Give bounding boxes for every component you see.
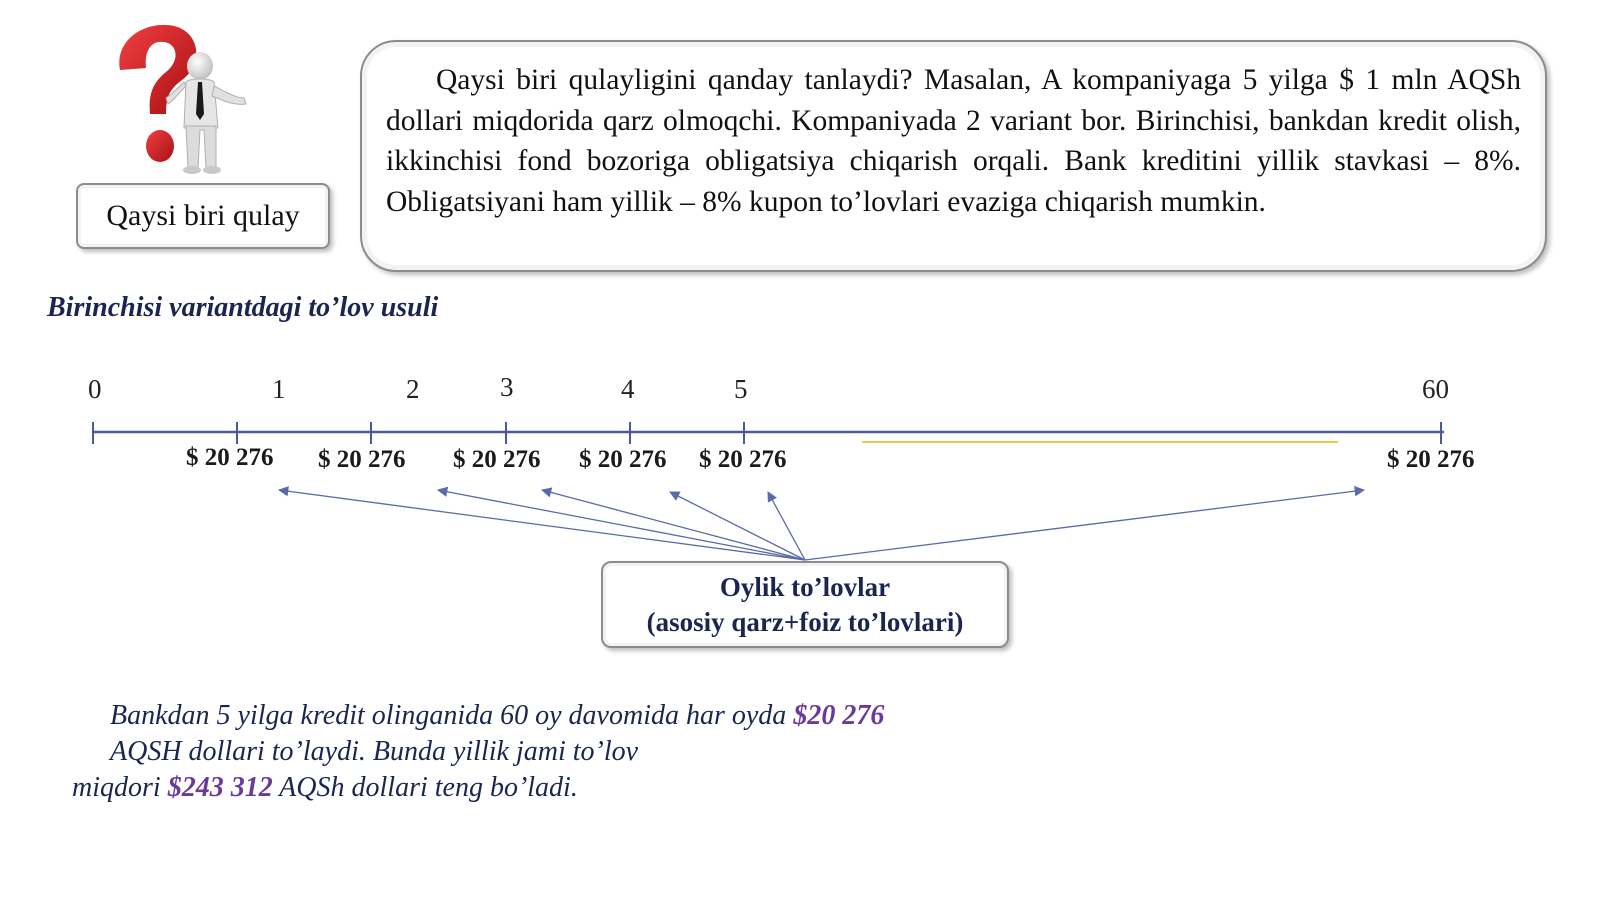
arrow-to-payment-60 <box>805 490 1364 560</box>
arrow-to-payment-1 <box>279 490 805 560</box>
arrow-to-payment-3 <box>542 490 805 560</box>
problem-statement-text: Qaysi biri qulayligini qanday tanlaydi? Masalan, A kompaniyaga 5 yilga $ 1 mln AQSh dollari miqdorida qarz olmoqchi. Kompaniyada 2 variant bor. Birinchisi, bankdan kredit olish, ikkinchisi fond bozoriga obligatsiya chiqarish orqali. Bank kreditini yillik stavkasi – 8%. Obligatsiyani ham yillik – 8% kupon to’lovlari evaziga chiqarish mumkin. <box>386 64 1521 218</box>
summary-line3-start: miqdori <box>72 772 168 803</box>
problem-statement-box <box>360 40 1547 272</box>
payment-label-1: $ 20 276 <box>186 444 274 471</box>
monthly-payments-title: Oylik to’lovlar <box>719 571 891 602</box>
payment-label-2: $ 20 276 <box>318 446 406 473</box>
tick-label-60: 60 <box>1422 374 1449 404</box>
option-label: Qaysi biri qulay <box>106 199 300 232</box>
tick-label-4: 4 <box>621 374 635 404</box>
payment-label-5: $ 20 276 <box>699 446 787 473</box>
arrow-to-payment-5 <box>768 492 805 560</box>
monthly-payments-box <box>601 561 1009 648</box>
arrow-to-payment-2 <box>438 490 805 560</box>
summary-annual-amount: $243 312 <box>167 772 273 803</box>
option-label-box <box>76 183 330 249</box>
section-title: Birinchisi variantdagi to’lov usuli <box>47 292 439 323</box>
summary-text <box>72 698 992 806</box>
arrow-to-payment-4 <box>670 492 805 560</box>
tick-label-3: 3 <box>500 372 514 402</box>
tick-label-5: 5 <box>734 374 748 404</box>
summary-line2: AQSH dollari to’laydi. Bunda yillik jami to’lov <box>110 736 639 767</box>
question-mark-person-icon <box>108 18 258 178</box>
tick-label-0: 0 <box>88 374 102 404</box>
tick-label-2: 2 <box>406 374 420 404</box>
payment-label-4: $ 20 276 <box>579 446 667 473</box>
summary-line3-end: AQSh dollari teng bo’ladi. <box>272 772 578 803</box>
summary-monthly-amount: $20 276 <box>793 700 885 731</box>
summary-line1: Bankdan 5 yilga kredit olinganida 60 oy davomida har oyda <box>110 700 794 731</box>
payment-label-60: $ 20 276 <box>1387 446 1475 473</box>
tick-label-1: 1 <box>272 374 286 404</box>
monthly-payments-subtitle: (asosiy qarz+foiz to’lovlari) <box>646 606 964 637</box>
payment-label-3: $ 20 276 <box>453 446 541 473</box>
